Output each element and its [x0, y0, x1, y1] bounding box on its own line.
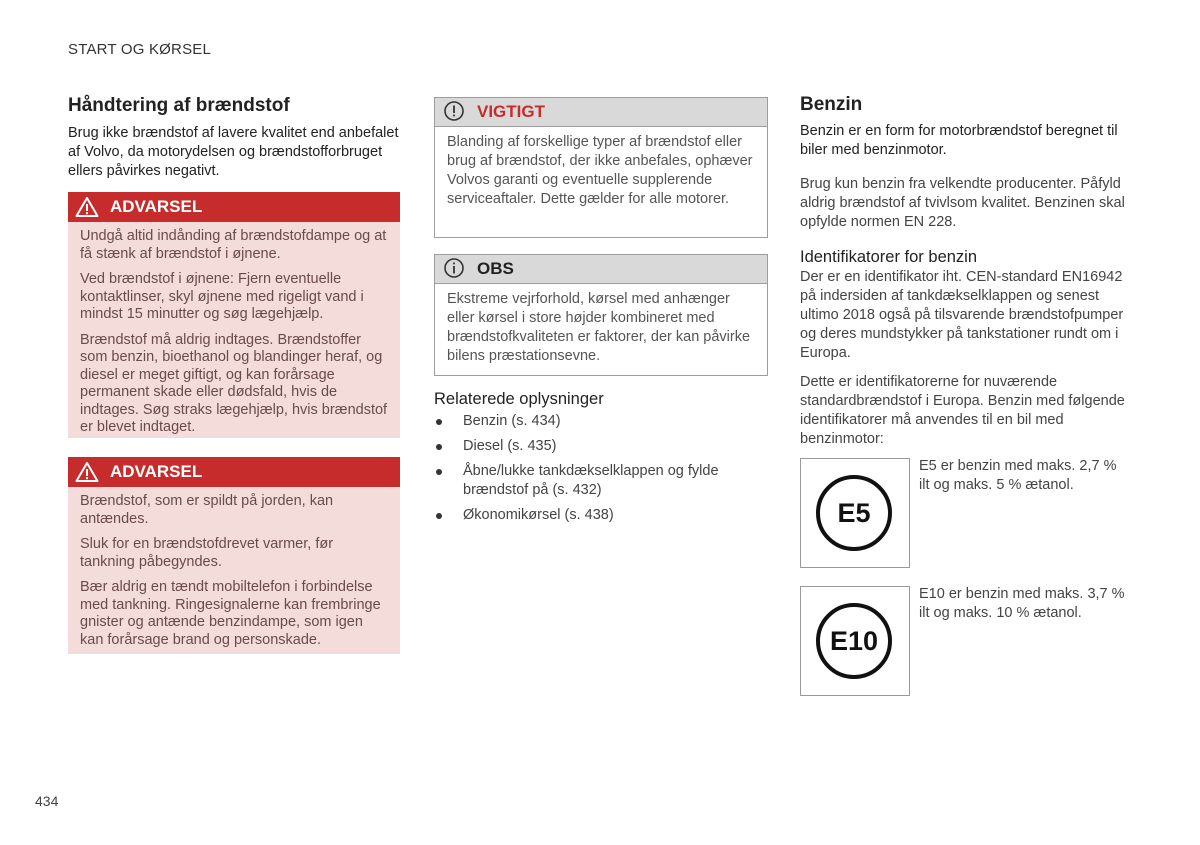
petrol-lead: Benzin er en form for motorbrændstof beregnet til biler med benzinmotor.: [800, 123, 1118, 158]
warning-title: ADVARSEL: [110, 462, 203, 481]
warning-box-1: [68, 192, 400, 438]
petrol-paragraph: Brug kun benzin fra velkendte producenter. Påfyld aldrig brændstof af tvivlsom kvalitet. Benzinen skal opfylde normen EN 228.: [800, 176, 1125, 230]
warning-paragraph: Ved brændstof i øjnene: Fjern eventuelle kontaktlinser, skyl øjnene med rigeligt vand i mindst 15 minutter og søg lægehjælp.: [80, 271, 364, 322]
related-link[interactable]: [434, 437, 766, 456]
related-link-label: Åbne/lukke tankdækselklappen og fylde brændstof på (s. 432): [463, 463, 719, 498]
warning-title: ADVARSEL: [110, 197, 203, 216]
warning-paragraph: Undgå altid indånding af brændstofdampe og at få stænk af brændstof i øjnene.: [80, 228, 387, 262]
petrol-section: [800, 94, 1130, 449]
fuel-identifier-label: E5: [837, 497, 871, 528]
exclamation-circle-icon: [443, 100, 467, 124]
identifiers-subtitle: Identifikatorer for benzin: [800, 248, 978, 266]
important-box: [434, 97, 768, 238]
bullet-icon: [436, 513, 442, 519]
warning-body: [68, 222, 400, 447]
warning-triangle-icon: [74, 195, 100, 219]
section-title: Håndtering af brændstof: [68, 95, 290, 116]
related-link-label: Benzin (s. 434): [463, 413, 561, 429]
petrol-title: Benzin: [800, 94, 863, 115]
warning-paragraph: Brændstof, som er spildt på jorden, kan antændes.: [80, 493, 334, 527]
related-title: Relaterede oplysninger: [434, 390, 604, 408]
fuel-identifier-icon: [816, 603, 892, 679]
related-link[interactable]: [434, 462, 766, 500]
fuel-identifier-icon: [816, 475, 892, 551]
warning-paragraph: Brændstof må aldrig indtages. Brændstoffer som benzin, bioethanol og blandinger heraf, og diesel er meget giftigt, og kan forårsage permanent skade eller dødsfald, hvis de indtages. Søg straks lægehjælp, hvis brændstof er blevet indtaget.: [80, 331, 388, 435]
note-title: OBS: [477, 259, 514, 278]
fuel-identifier-label: E10: [829, 625, 879, 656]
related-link[interactable]: [434, 412, 766, 431]
important-text: Blanding af forskellige typer af brændstof eller brug af brændstof, der ikke anbefales, ophæver Volvos garanti og eventuelle supplerende serviceaftaler. Dette gælder for alle motorer.: [447, 134, 753, 207]
note-header: [435, 255, 767, 284]
intro-paragraph: Brug ikke brændstof af lavere kvalitet end anbefalet af Volvo, da motorydelsen og brændstofforbruget ellers påvirkes negativt.: [68, 125, 399, 179]
warning-body: [68, 487, 400, 659]
info-circle-icon: [443, 257, 467, 281]
related-link[interactable]: [434, 506, 766, 525]
note-box: [434, 254, 768, 376]
related-info: [434, 390, 766, 531]
note-body: [435, 284, 767, 376]
bullet-icon: [436, 469, 442, 475]
warning-paragraph: Sluk for en brændstofdrevet varmer, før tankning påbegyndes.: [80, 536, 334, 570]
related-link-label: Diesel (s. 435): [463, 438, 557, 454]
bullet-icon: [436, 444, 442, 450]
warning-header: [68, 457, 400, 487]
fuel-identifier-e10: [800, 586, 910, 696]
warning-triangle-icon: [74, 460, 100, 484]
important-body: [435, 127, 767, 219]
warning-box-2: [68, 457, 400, 654]
important-title: VIGTIGT: [477, 102, 545, 121]
warning-header: [68, 192, 400, 222]
note-text: Ekstreme vejrforhold, kørsel med anhænger eller kørsel i store højder kombineret med brændstofkvaliteten er faktorer, der kan påvirke bilens præstationsevne.: [447, 291, 751, 364]
related-list: [434, 412, 766, 525]
bullet-icon: [436, 419, 442, 425]
fuel-identifier-e5: [800, 458, 910, 568]
warning-paragraph: Bær aldrig en tændt mobiltelefon i forbindelse med tankning. Ringesignalerne kan frembringe gnister og antænde benzindampe, som igen kan forårsage brand og personskade.: [80, 579, 381, 648]
fuel-identifier-description: E5 er benzin med maks. 2,7 % ilt og maks. 5 % ætanol.: [919, 458, 1117, 493]
fuel-identifier-description: E10 er benzin med maks. 3,7 % ilt og maks. 10 % ætanol.: [919, 586, 1125, 621]
related-link-label: Økonomikørsel (s. 438): [463, 507, 614, 523]
fuel-handling-section: [68, 95, 400, 181]
important-header: [435, 98, 767, 127]
identifiers-paragraph: Dette er identifikatorerne for nuværende standardbrændstof i Europa. Benzin med følgende identifikatorer må anvendes til en bil med benzinmotor:: [800, 374, 1125, 447]
identifiers-paragraph: Der er en identifikator iht. CEN-standard EN16942 på indersiden af tankdækselklappen og senest ultimo 2018 også på tilsvarende brændstofpumper og deres mundstykker på tankstationer rundt om i Europa.: [800, 269, 1124, 361]
section-header: START OG KØRSEL: [68, 41, 212, 58]
page-number: 434: [35, 793, 59, 809]
